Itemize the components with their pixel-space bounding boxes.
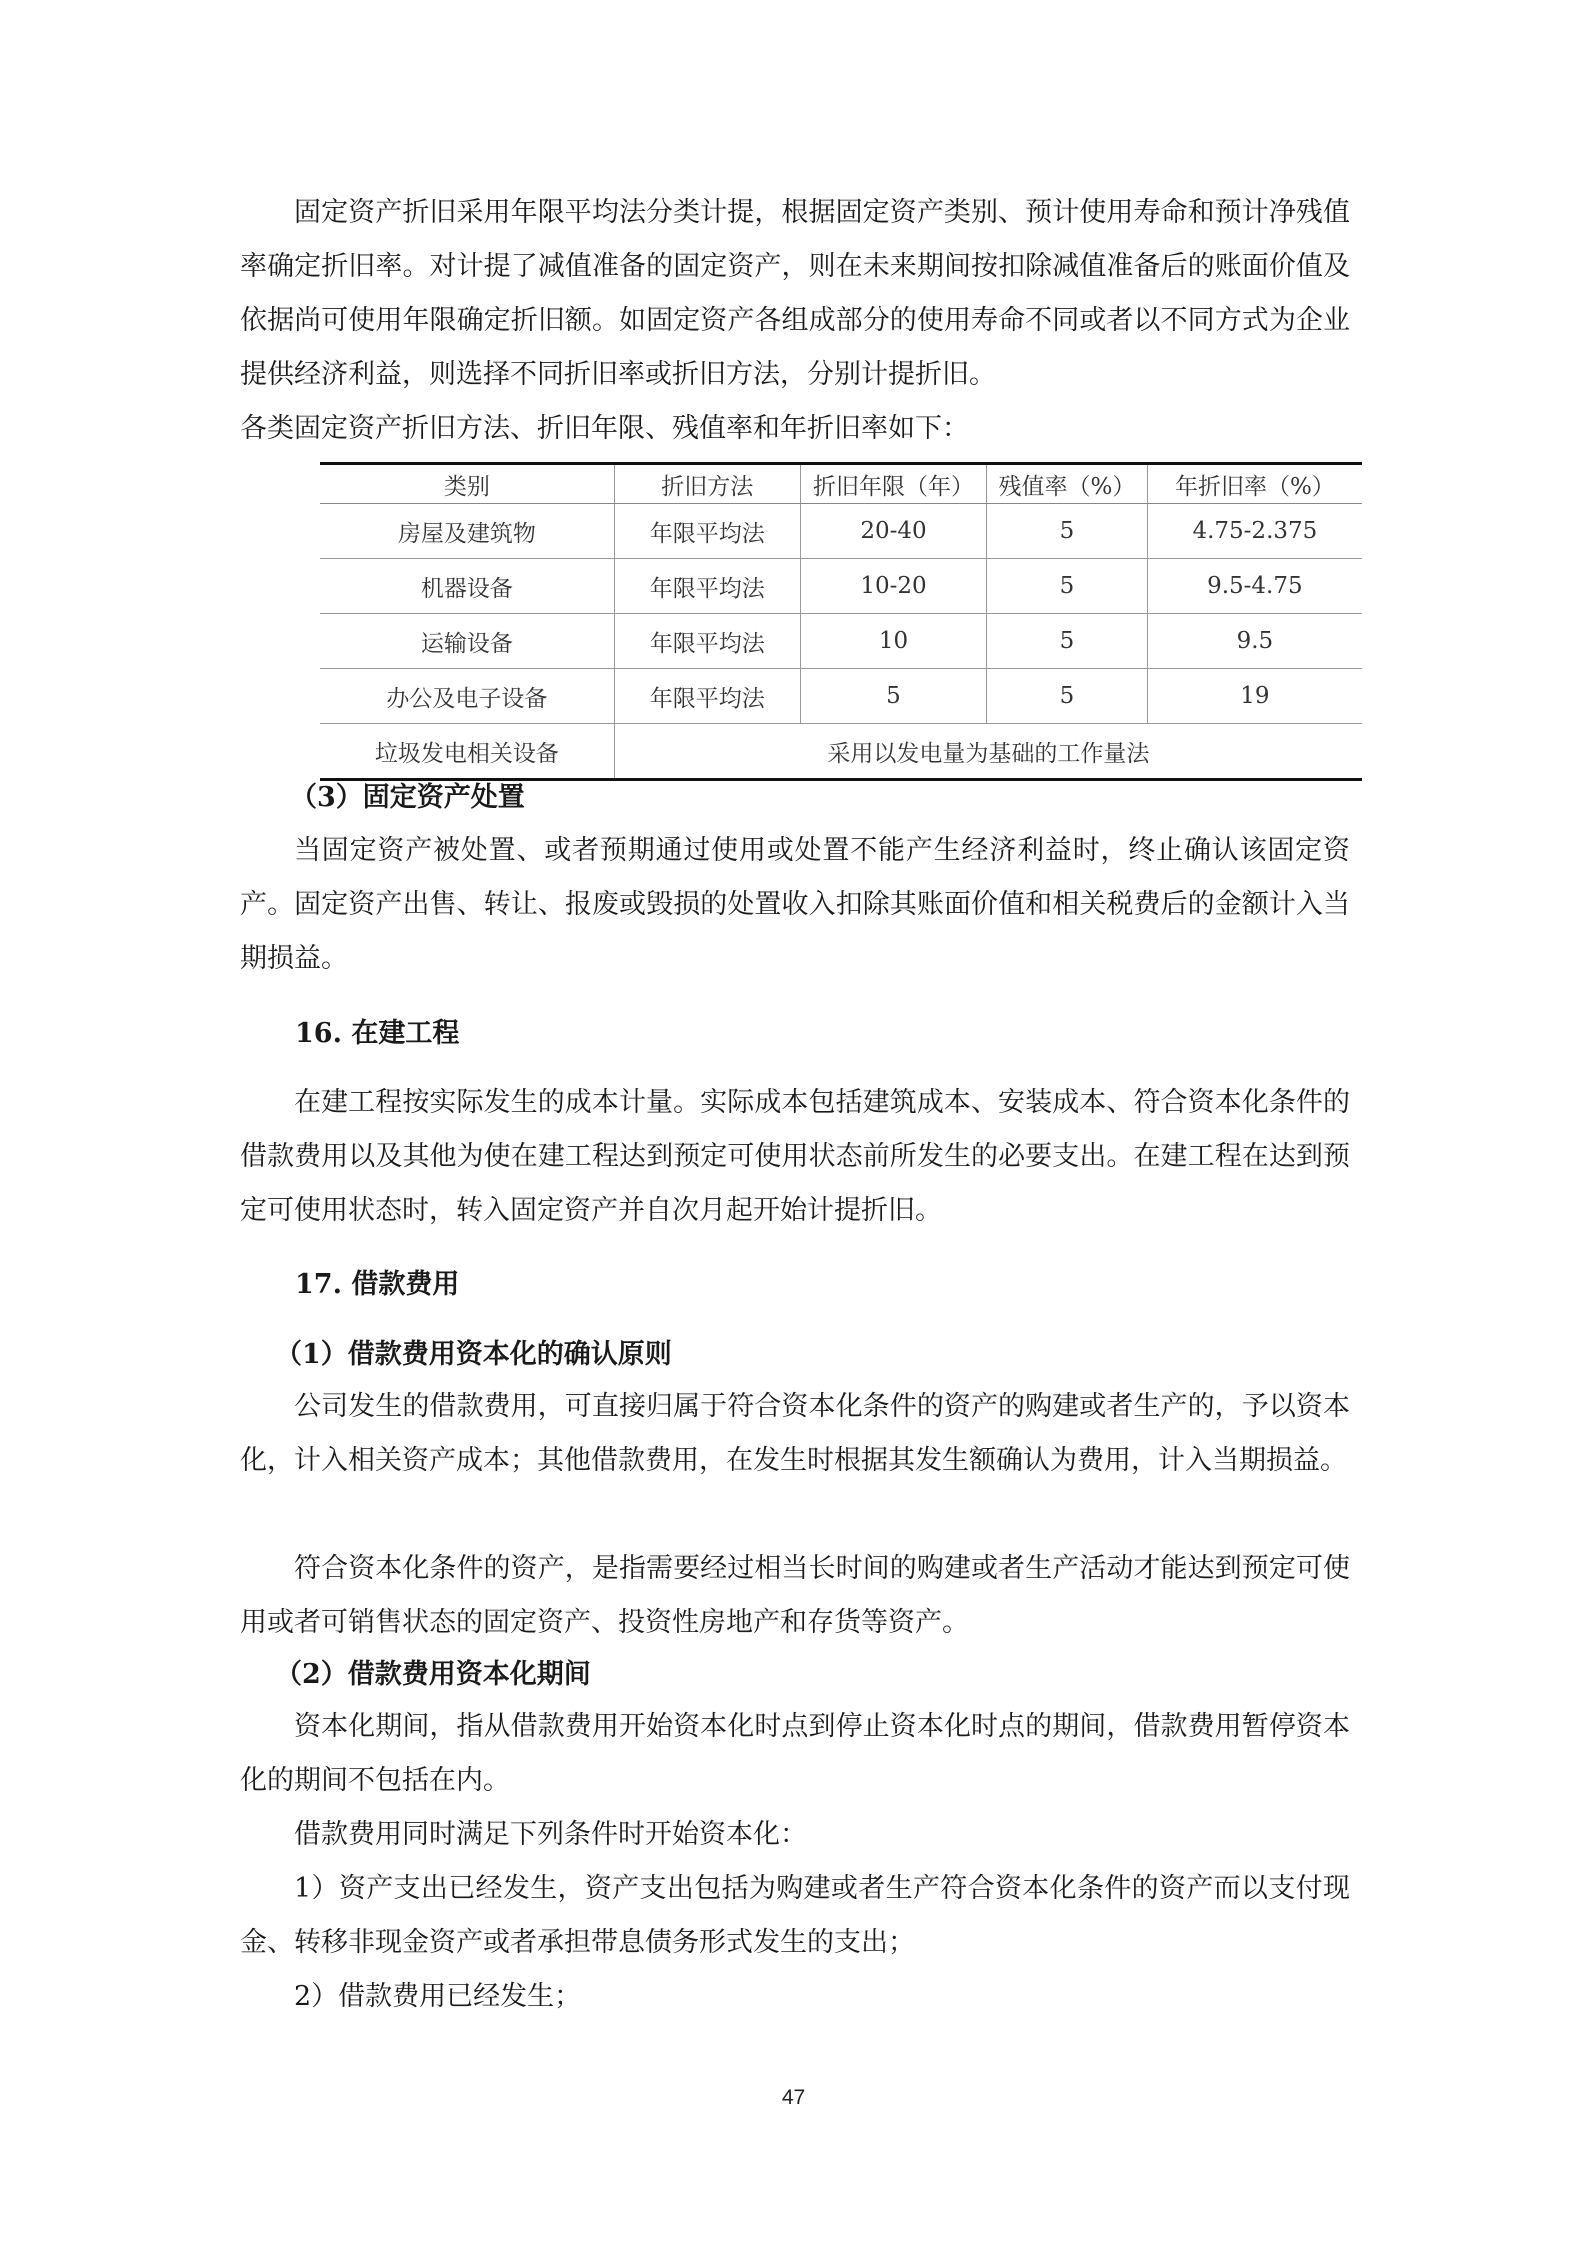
subsection-heading-recognition: （1）借款费用资本化的确认原则 <box>275 1339 672 1370</box>
column-header: 折旧年限（年） <box>800 464 986 504</box>
table-row <box>320 559 1362 614</box>
condition-item-1: 1）资产支出已经发生，资产支出包括为购建或者生产符合资本化条件的资产而以支付现金、转移非现金资产或者承担带息债务形式发生的支出； <box>240 1873 1350 1958</box>
table-row <box>320 614 1362 669</box>
table-cell: 机器设备 <box>320 559 614 614</box>
qualifying-asset-paragraph: 符合资本化条件的资产，是指需要经过相当长时间的购建或者生产活动才能达到预定可使用或者可销售状态的固定资产、投资性房地产和存货等资产。 <box>240 1553 1350 1638</box>
conditions-paragraph: 借款费用同时满足下列条件时开始资本化： <box>294 1819 807 1850</box>
section-heading-disposal: （3）固定资产处置 <box>290 782 525 813</box>
table-cell: 9.5-4.75 <box>1147 559 1362 614</box>
section-heading-borrowing-costs: 17. 借款费用 <box>295 1269 460 1300</box>
table-cell: 20-40 <box>800 504 986 559</box>
column-header: 类别 <box>320 464 614 504</box>
recognition-paragraph: 公司发生的借款费用，可直接归属于符合资本化条件的资产的购建或者生产的，予以资本化，计入相关资产成本；其他借款费用，在发生时根据其发生额确认为费用，计入当期损益。 <box>240 1391 1350 1476</box>
table-cell: 9.5 <box>1147 614 1362 669</box>
table-cell: 房屋及建筑物 <box>320 504 614 559</box>
subsection-heading-period: （2）借款费用资本化期间 <box>275 1659 591 1690</box>
page-number: 47 <box>781 2086 806 2109</box>
table-cell: 采用以发电量为基础的工作量法 <box>614 724 1362 780</box>
table-cell: 垃圾发电相关设备 <box>320 724 614 780</box>
depreciation-paragraph: 固定资产折旧采用年限平均法分类计提，根据固定资产类别、预计使用寿命和预计净残值率确定折旧率。对计提了减值准备的固定资产，则在未来期间按扣除减值准备后的账面价值及依据尚可使用年限确定折旧额。如固定资产各组成部分的使用寿命不同或者以不同方式为企业提供经济利益，则选择不同折旧率或折旧方法，分别计提折旧。 <box>240 197 1350 390</box>
table-cell: 年限平均法 <box>614 614 800 669</box>
column-header: 折旧方法 <box>614 464 800 504</box>
table-cell: 年限平均法 <box>614 559 800 614</box>
table-cell: 10-20 <box>800 559 986 614</box>
table-header-row <box>320 464 1362 504</box>
table-cell: 办公及电子设备 <box>320 669 614 724</box>
table-cell: 5 <box>987 559 1148 614</box>
column-header: 年折旧率（%） <box>1147 464 1362 504</box>
table-cell: 运输设备 <box>320 614 614 669</box>
table-cell: 5 <box>987 504 1148 559</box>
section-heading-construction: 16. 在建工程 <box>295 1018 460 1049</box>
period-paragraph: 资本化期间，指从借款费用开始资本化时点到停止资本化时点的期间，借款费用暂停资本化的期间不包括在内。 <box>240 1711 1350 1796</box>
table-cell: 5 <box>987 669 1148 724</box>
table-cell: 10 <box>800 614 986 669</box>
table-cell: 19 <box>1147 669 1362 724</box>
table-cell: 4.75-2.375 <box>1147 504 1362 559</box>
table-cell: 5 <box>987 614 1148 669</box>
table-cell: 5 <box>800 669 986 724</box>
table-cell: 年限平均法 <box>614 669 800 724</box>
table-cell: 年限平均法 <box>614 504 800 559</box>
depreciation-table <box>320 462 1362 781</box>
column-header: 残值率（%） <box>987 464 1148 504</box>
condition-item-2: 2）借款费用已经发生； <box>294 1981 582 2012</box>
construction-paragraph: 在建工程按实际发生的成本计量。实际成本包括建筑成本、安装成本、符合资本化条件的借款费用以及其他为使在建工程达到预定可使用状态前所发生的必要支出。在建工程在达到预定可使用状态时，转入固定资产并自次月起开始计提折旧。 <box>240 1087 1350 1226</box>
table-intro-paragraph: 各类固定资产折旧方法、折旧年限、残值率和年折旧率如下： <box>240 413 969 444</box>
table-row <box>320 724 1362 780</box>
table-row <box>320 504 1362 559</box>
disposal-paragraph: 当固定资产被处置、或者预期通过使用或处置不能产生经济利益时，终止确认该固定资产。固定资产出售、转让、报废或毁损的处置收入扣除其账面价值和相关税费后的金额计入当期损益。 <box>240 835 1350 974</box>
table-row <box>320 669 1362 724</box>
